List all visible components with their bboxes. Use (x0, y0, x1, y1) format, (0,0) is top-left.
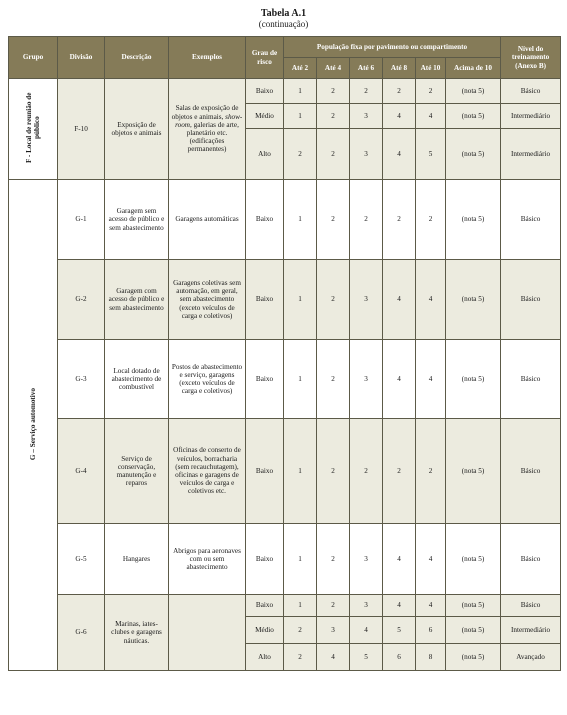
division-description: Garagem com acesso de público e sem abastecimento (105, 260, 169, 340)
training-level: Básico (501, 260, 561, 340)
table-row (9, 260, 561, 340)
table-row (9, 340, 561, 419)
population-value: (nota 5) (446, 129, 501, 180)
population-value: 4 (416, 104, 446, 129)
risk-level: Alto (246, 644, 284, 671)
population-value: 3 (350, 595, 383, 617)
header-ate-8: Até 8 (383, 58, 416, 79)
population-value: (nota 5) (446, 617, 501, 644)
population-value: 3 (350, 340, 383, 419)
header-ate-2: Até 2 (284, 58, 317, 79)
population-value: 6 (383, 644, 416, 671)
population-value: 4 (383, 104, 416, 129)
population-value: 2 (317, 79, 350, 104)
examples-text: show-room (175, 112, 243, 129)
population-value: 4 (383, 129, 416, 180)
division-examples (169, 340, 246, 419)
population-value: (nota 5) (446, 419, 501, 524)
risk-level: Baixo (246, 595, 284, 617)
division-code: G-6 (58, 595, 105, 671)
population-value: 1 (284, 419, 317, 524)
table-title: Tabela A.1 (260, 8, 307, 19)
population-value: 6 (416, 617, 446, 644)
header-grau-risco: Grau de risco (246, 37, 284, 79)
population-value: (nota 5) (446, 260, 501, 340)
population-value: 3 (350, 104, 383, 129)
table-row (9, 595, 561, 617)
population-value: 1 (284, 260, 317, 340)
table-row (9, 524, 561, 595)
population-value: 2 (317, 104, 350, 129)
population-value: 2 (416, 79, 446, 104)
table-subtitle: (continuação) (258, 19, 309, 29)
population-value: 2 (317, 340, 350, 419)
group-cell (9, 180, 58, 671)
examples-text: Oficinas de conserto de veículos, borracharia (sem recauchutagem), oficinas e garagens de veículos de carga e coletivos etc. (173, 446, 241, 496)
risk-level: Baixo (246, 419, 284, 524)
population-value: 5 (383, 617, 416, 644)
group-cell (9, 79, 58, 180)
group-label: F - Local de reunião de público (24, 92, 41, 164)
division-code: F-10 (58, 79, 105, 180)
population-value: 1 (284, 340, 317, 419)
population-value: 4 (350, 617, 383, 644)
examples-text: Garagens coletivas sem automação, em geral, sem abastecimento (exceto veículos de carga e coletivos) (173, 278, 241, 320)
population-value: 5 (416, 129, 446, 180)
population-value: 2 (317, 419, 350, 524)
table-row (9, 79, 561, 104)
group-label: G – Serviço automotivo (28, 387, 37, 460)
population-value: 4 (317, 644, 350, 671)
examples-text: Garagens automáticas (175, 215, 239, 224)
population-value: 2 (383, 180, 416, 260)
population-value: 3 (350, 129, 383, 180)
header-ate-4: Até 4 (317, 58, 350, 79)
training-level: Intermediário (501, 104, 561, 129)
examples-text: Abrigos para aeronaves com ou sem abastecimento (173, 546, 241, 572)
population-value: 2 (317, 129, 350, 180)
population-value: 4 (416, 595, 446, 617)
table-row (9, 419, 561, 524)
population-value: 2 (416, 419, 446, 524)
population-value: 2 (317, 595, 350, 617)
population-value: 3 (317, 617, 350, 644)
header-divisao: Divisão (58, 37, 105, 79)
population-value: 1 (284, 180, 317, 260)
training-level: Básico (501, 180, 561, 260)
population-value: 1 (284, 524, 317, 595)
population-value: 2 (350, 419, 383, 524)
division-examples (169, 79, 246, 180)
header-ate-6: Até 6 (350, 58, 383, 79)
population-value: 1 (284, 595, 317, 617)
population-value: 3 (350, 260, 383, 340)
population-value: 4 (416, 524, 446, 595)
header-ate-10: Até 10 (416, 58, 446, 79)
population-value: 4 (383, 340, 416, 419)
population-value: 4 (383, 595, 416, 617)
division-description: Exposição de objetos e animais (105, 79, 169, 180)
population-value: 2 (284, 644, 317, 671)
population-value: 2 (383, 419, 416, 524)
risk-level: Médio (246, 104, 284, 129)
training-level: Básico (501, 79, 561, 104)
population-value: 2 (350, 79, 383, 104)
division-examples (169, 524, 246, 595)
risk-level: Baixo (246, 524, 284, 595)
division-examples (169, 419, 246, 524)
population-value: (nota 5) (446, 79, 501, 104)
training-level: Básico (501, 524, 561, 595)
risk-level: Alto (246, 129, 284, 180)
division-code: G-1 (58, 180, 105, 260)
risk-level: Médio (246, 617, 284, 644)
population-value: 2 (284, 617, 317, 644)
examples-text: Postos de abastecimento e serviço, garagens (exceto veículos de carga e coletivos) (171, 362, 243, 396)
population-value: 2 (284, 129, 317, 180)
training-level: Básico (501, 419, 561, 524)
division-examples (169, 260, 246, 340)
table-row (9, 180, 561, 260)
population-value: 2 (416, 180, 446, 260)
population-value: (nota 5) (446, 644, 501, 671)
population-value: 2 (317, 524, 350, 595)
population-value: 4 (383, 260, 416, 340)
population-value: 2 (350, 180, 383, 260)
training-level: Básico (501, 595, 561, 617)
division-description: Garagem sem acesso de público e sem abastecimento (105, 180, 169, 260)
risk-level: Baixo (246, 340, 284, 419)
division-code: G-2 (58, 260, 105, 340)
header-exemplos: Exemplos (169, 37, 246, 79)
population-value: (nota 5) (446, 180, 501, 260)
population-value: 1 (284, 104, 317, 129)
division-description: Local dotado de abastecimento de combustível (105, 340, 169, 419)
training-level: Básico (501, 340, 561, 419)
examples-text: Salas de exposição de objetos e animais, (171, 104, 239, 121)
header-populacao: População fixa por pavimento ou compartimento (284, 37, 501, 58)
occupancy-table (8, 36, 561, 671)
population-value: 4 (416, 340, 446, 419)
population-value: 3 (350, 524, 383, 595)
examples-text: , galerias de arte, planetário etc. (edificações permanentes) (186, 120, 239, 154)
division-description: Serviço de conservação, manutenção e reparos (105, 419, 169, 524)
table-body (9, 79, 561, 671)
population-value: 1 (284, 79, 317, 104)
population-value: (nota 5) (446, 595, 501, 617)
population-value: (nota 5) (446, 524, 501, 595)
header-nivel: Nível do treinamento (Anexo B) (501, 37, 561, 79)
header-acima-10: Acima de 10 (446, 58, 501, 79)
population-value: 4 (416, 260, 446, 340)
risk-level: Baixo (246, 180, 284, 260)
population-value: (nota 5) (446, 104, 501, 129)
header-descricao: Descrição (105, 37, 169, 79)
population-value: 5 (350, 644, 383, 671)
population-value: 8 (416, 644, 446, 671)
division-description: Marinas, iates-clubes e garagens náuticas. (105, 595, 169, 671)
training-level: Intermediário (501, 617, 561, 644)
population-value: 2 (317, 260, 350, 340)
division-description: Hangares (105, 524, 169, 595)
division-examples (169, 595, 246, 671)
header-grupo: Grupo (9, 37, 58, 79)
division-code: G-3 (58, 340, 105, 419)
training-level: Avançado (501, 644, 561, 671)
training-level: Intermediário (501, 129, 561, 180)
risk-level: Baixo (246, 79, 284, 104)
division-examples (169, 180, 246, 260)
population-value: 2 (317, 180, 350, 260)
population-value: (nota 5) (446, 340, 501, 419)
division-code: G-5 (58, 524, 105, 595)
division-code: G-4 (58, 419, 105, 524)
population-value: 2 (383, 79, 416, 104)
population-value: 4 (383, 524, 416, 595)
risk-level: Baixo (246, 260, 284, 340)
